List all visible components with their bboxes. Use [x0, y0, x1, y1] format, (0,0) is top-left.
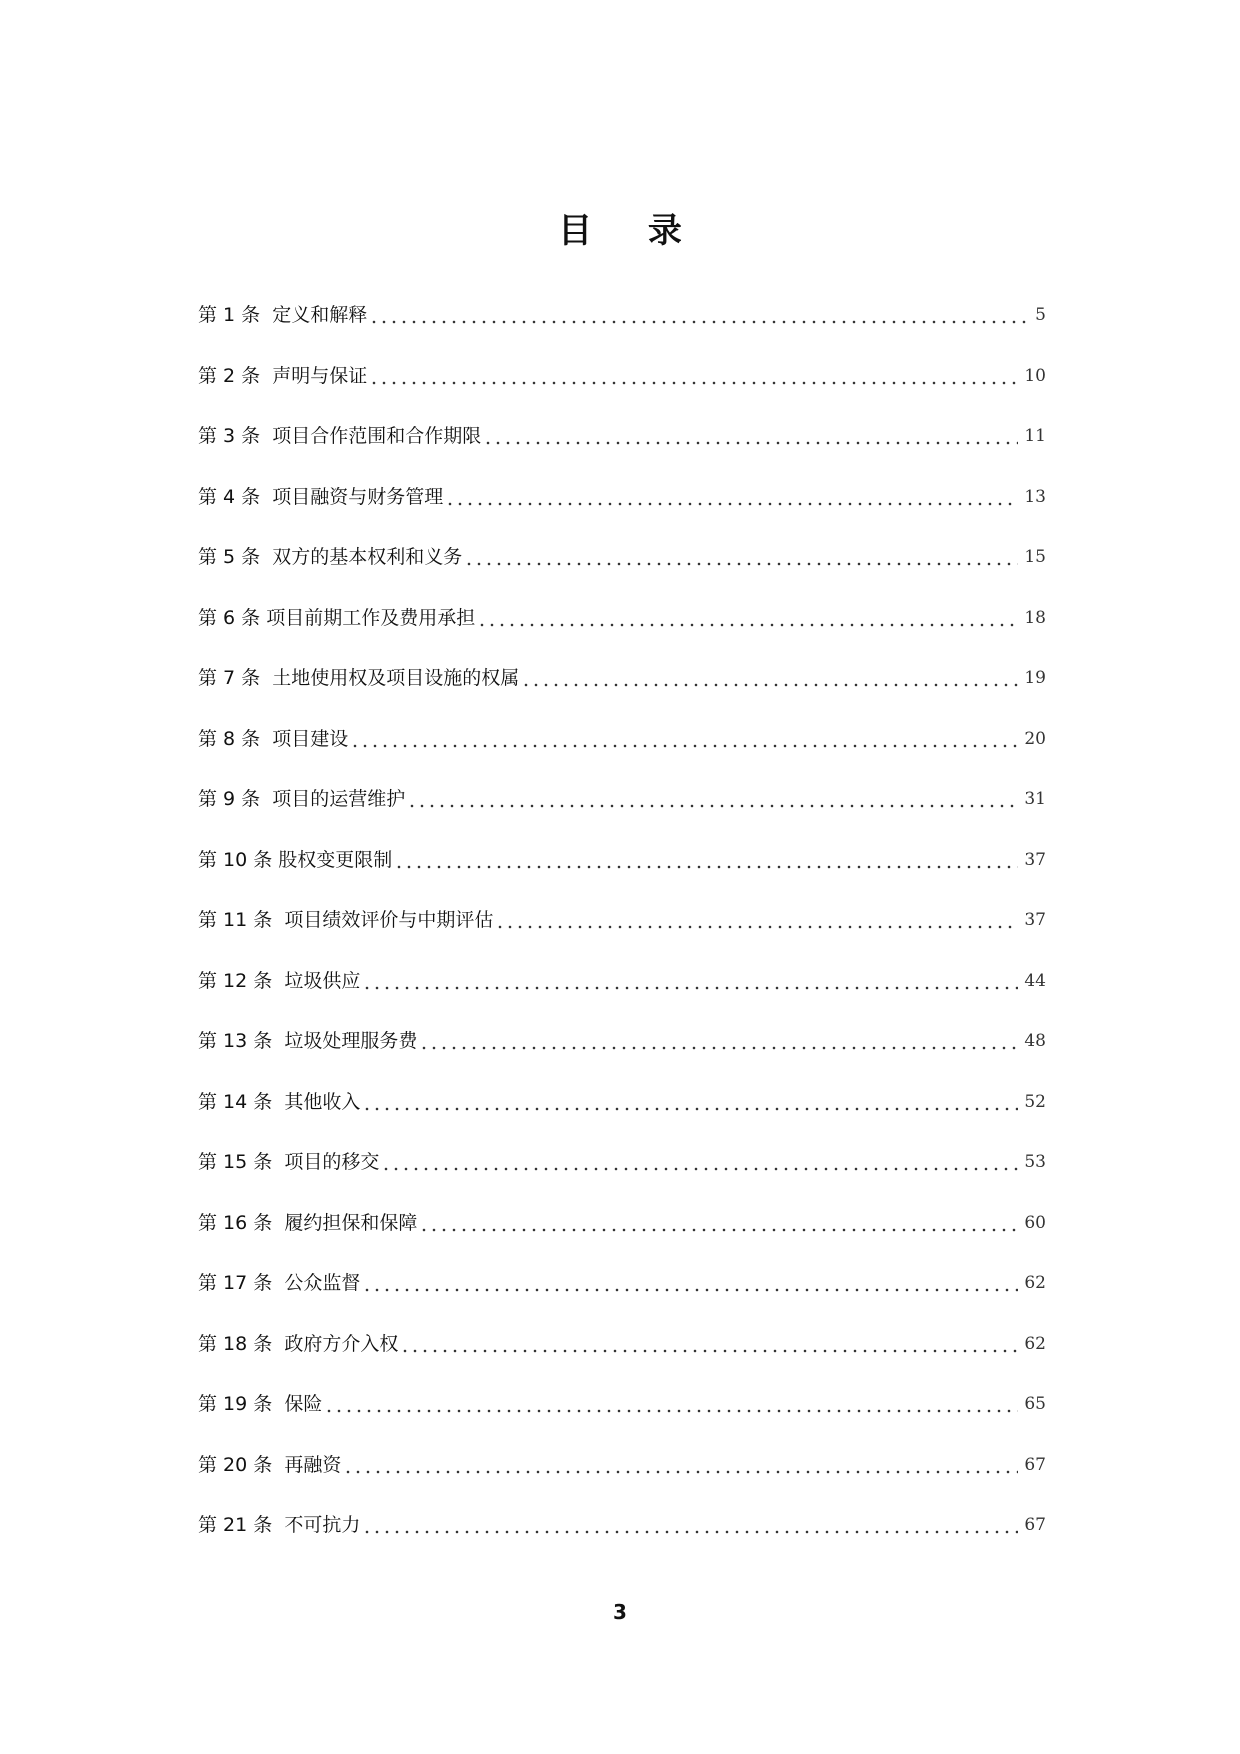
toc-entry-title: 垃圾处理服务费	[284, 1030, 418, 1053]
toc-entry[interactable]	[198, 1011, 1046, 1072]
table-of-contents	[198, 285, 1046, 1556]
toc-entry-number: 第 1 条	[198, 304, 273, 327]
toc-entry-title: 不可抗力	[284, 1514, 361, 1537]
toc-entry-title: 履约担保和保障	[284, 1211, 418, 1234]
toc-entry-page: 18	[1024, 607, 1046, 628]
toc-entry-page: 53	[1024, 1152, 1046, 1173]
toc-entry-number: 第 11 条	[198, 909, 285, 932]
toc-entry-title: 政府方介入权	[284, 1332, 399, 1355]
toc-entry-number: 第 16 条	[198, 1211, 285, 1234]
toc-entry-title: 定义和解释	[272, 304, 368, 327]
page-number: 3	[613, 1600, 627, 1624]
toc-entry[interactable]	[198, 1132, 1046, 1193]
dot-leader	[381, 1167, 1018, 1171]
toc-entry[interactable]	[198, 890, 1046, 951]
toc-entry-number: 第 15 条	[198, 1151, 285, 1174]
toc-entry-title: 公众监督	[284, 1272, 361, 1295]
toc-entry-title: 双方的基本权利和义务	[272, 546, 463, 569]
dot-leader	[483, 441, 1018, 445]
dot-leader	[362, 1107, 1018, 1111]
toc-entry-page: 52	[1024, 1091, 1046, 1112]
dot-leader	[343, 1470, 1018, 1474]
toc-entry[interactable]	[198, 709, 1046, 770]
toc-entry[interactable]	[198, 1435, 1046, 1496]
toc-entry[interactable]	[198, 346, 1046, 407]
dot-leader	[445, 502, 1018, 506]
toc-entry[interactable]	[198, 1374, 1046, 1435]
toc-entry-page: 13	[1024, 486, 1046, 507]
toc-entry-number: 第 12 条	[198, 969, 285, 992]
toc-entry-number: 第 4 条	[198, 485, 273, 508]
dot-leader	[419, 1228, 1018, 1232]
dot-leader	[407, 804, 1018, 808]
toc-entry-page: 5	[1035, 305, 1046, 326]
dot-leader	[419, 1046, 1018, 1050]
toc-entry-number: 第 20 条	[198, 1453, 285, 1476]
toc-entry[interactable]	[198, 285, 1046, 346]
toc-entry-page: 60	[1024, 1212, 1046, 1233]
toc-entry-number: 第 18 条	[198, 1332, 285, 1355]
toc-entry-title: 再融资	[284, 1453, 342, 1476]
toc-entry-page: 62	[1024, 1333, 1046, 1354]
dot-leader	[394, 865, 1018, 869]
toc-entry-page: 15	[1024, 547, 1046, 568]
toc-entry-number: 第 5 条	[198, 546, 273, 569]
toc-entry[interactable]	[198, 1253, 1046, 1314]
toc-entry-page: 10	[1024, 365, 1046, 386]
dot-leader	[369, 320, 1029, 324]
toc-entry-number: 第 17 条	[198, 1272, 285, 1295]
toc-entry-number: 第 21 条	[198, 1514, 285, 1537]
toc-entry-page: 11	[1024, 426, 1046, 447]
toc-entry-page: 37	[1024, 910, 1046, 931]
toc-entry-title: 其他收入	[284, 1090, 361, 1113]
toc-entry[interactable]	[198, 769, 1046, 830]
toc-entry[interactable]	[198, 527, 1046, 588]
dot-leader	[521, 683, 1018, 687]
toc-entry[interactable]	[198, 467, 1046, 528]
dot-leader	[362, 1530, 1018, 1534]
toc-entry-number: 第 8 条	[198, 727, 273, 750]
toc-entry-page: 44	[1024, 970, 1046, 991]
toc-entry-number: 第 14 条	[198, 1090, 285, 1113]
toc-entry-page: 48	[1024, 1031, 1046, 1052]
toc-entry-number: 第 3 条	[198, 425, 273, 448]
toc-entry[interactable]	[198, 1193, 1046, 1254]
toc-entry[interactable]	[198, 406, 1046, 467]
dot-leader	[495, 925, 1018, 929]
dot-leader	[400, 1349, 1018, 1353]
toc-entry-title: 垃圾供应	[284, 969, 361, 992]
toc-entry-title: 项目融资与财务管理	[272, 485, 444, 508]
toc-entry-page: 19	[1024, 668, 1046, 689]
toc-entry-title: 声明与保证	[272, 364, 368, 387]
dot-leader	[362, 986, 1018, 990]
toc-entry-title: 项目绩效评价与中期评估	[284, 909, 494, 932]
toc-entry-page: 67	[1024, 1515, 1046, 1536]
toc-entry-number: 第 2 条	[198, 364, 273, 387]
toc-entry-title: 项目的运营维护	[272, 788, 406, 811]
dot-leader	[464, 562, 1018, 566]
toc-entry[interactable]	[198, 951, 1046, 1012]
page-title: 目 录	[558, 210, 704, 251]
toc-entry-number: 第 9 条	[198, 788, 273, 811]
toc-entry-title: 保险	[284, 1393, 323, 1416]
toc-entry-title: 项目的移交	[284, 1151, 380, 1174]
toc-entry[interactable]	[198, 1314, 1046, 1375]
toc-entry-page: 31	[1024, 789, 1046, 810]
toc-entry-title: 项目建设	[272, 727, 349, 750]
toc-entry[interactable]	[198, 588, 1046, 649]
toc-entry-title: 项目前期工作及费用承担	[266, 606, 476, 629]
dot-leader	[324, 1409, 1018, 1413]
toc-entry-page: 20	[1024, 728, 1046, 749]
toc-entry-title: 项目合作范围和合作期限	[272, 425, 482, 448]
toc-entry[interactable]	[198, 830, 1046, 891]
toc-entry-number: 第 6 条	[198, 606, 267, 629]
dot-leader	[477, 623, 1018, 627]
toc-entry-number: 第 13 条	[198, 1030, 285, 1053]
toc-entry[interactable]	[198, 648, 1046, 709]
toc-entry-title: 股权变更限制	[278, 848, 393, 871]
toc-entry-number: 第 7 条	[198, 667, 273, 690]
toc-entry-page: 67	[1024, 1454, 1046, 1475]
toc-entry-number: 第 19 条	[198, 1393, 285, 1416]
dot-leader	[369, 381, 1018, 385]
toc-entry-page: 62	[1024, 1273, 1046, 1294]
toc-entry-number: 第 10 条	[198, 848, 279, 871]
toc-entry-title: 土地使用权及项目设施的权属	[272, 667, 520, 690]
toc-entry[interactable]	[198, 1495, 1046, 1556]
dot-leader	[362, 1288, 1018, 1292]
toc-entry-page: 37	[1024, 849, 1046, 870]
toc-entry-page: 65	[1024, 1394, 1046, 1415]
dot-leader	[350, 744, 1018, 748]
toc-entry[interactable]	[198, 1072, 1046, 1133]
